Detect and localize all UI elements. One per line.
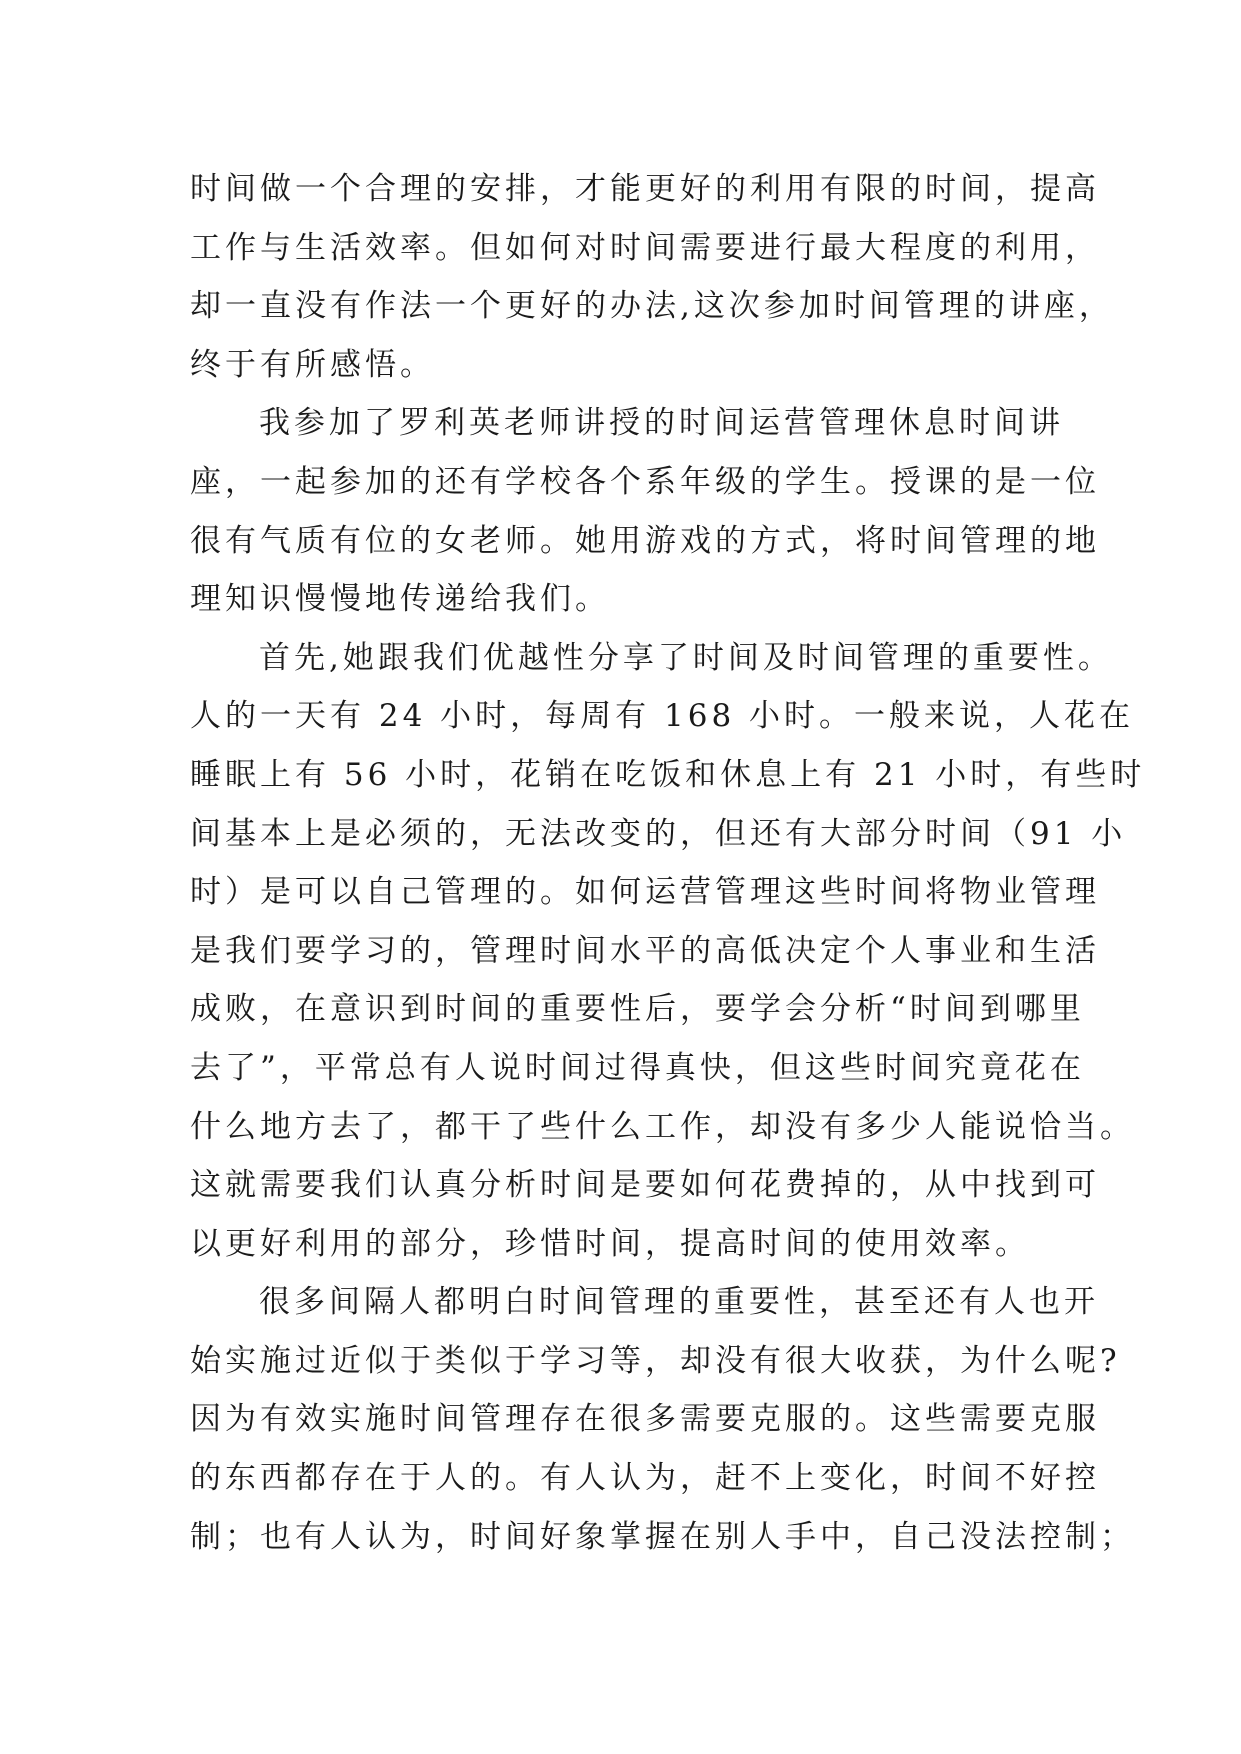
text-line: 始实施过近似于类似于学习等，却没有很大收获，为什么呢? (190, 1342, 1121, 1379)
paragraph-first-line: 首先,她跟我们优越性分享了时间及时间管理的重要性。 (259, 639, 1113, 676)
text-line: 睡眠上有 56 小时，花销在吃饭和休息上有 21 小时，有些时 (190, 756, 1146, 793)
text-line: 终于有所感悟。 (190, 346, 435, 383)
text-line: 时）是可以自己管理的。如何运营管理这些时间将物业管理 (190, 874, 1100, 911)
text-line: 间基本上是必须的，无法改变的，但还有大部分时间（91 小 (190, 815, 1127, 852)
text-line: 制；也有人认为，时间好象掌握在别人手中，自己没法控制； (190, 1518, 1135, 1555)
text-line: 工作与生活效率。但如何对时间需要进行最大程度的利用， (190, 229, 1100, 266)
text-line: 却一直没有作法一个更好的办法,这次参加时间管理的讲座， (190, 288, 1114, 325)
paragraph-first-line: 很多间隔人都明白时间管理的重要性，甚至还有人也开 (259, 1284, 1099, 1321)
text-line: 座，一起参加的还有学校各个系年级的学生。授课的是一位 (190, 463, 1100, 500)
text-line: 的东西都存在于人的。有人认为，赶不上变化，时间不好控 (190, 1460, 1100, 1497)
text-line: 人的一天有 24 小时，每周有 168 小时。一般来说，人花在 (190, 698, 1135, 735)
paragraph-first-line: 我参加了罗利英老师讲授的时间运营管理休息时间讲 (259, 405, 1064, 442)
body-text (190, 160, 1146, 1566)
text-line: 时间做一个合理的安排，才能更好的利用有限的时间，提高 (190, 171, 1100, 207)
text-line: 很有气质有位的女老师。她用游戏的方式，将时间管理的地 (190, 522, 1100, 559)
text-line: 理知识慢慢地传递给我们。 (190, 581, 610, 618)
text-line: 什么地方去了，都干了些什么工作，却没有多少人能说恰当。 (190, 1108, 1135, 1145)
text-line: 因为有效实施时间管理存在很多需要克服的。这些需要克服 (190, 1401, 1100, 1438)
text-line: 以更好利用的部分，珍惜时间，提高时间的使用效率。 (190, 1225, 1030, 1262)
text-line: 成败，在意识到时间的重要性后，要学会分析“时间到哪里 (190, 991, 1085, 1028)
text-line: 是我们要学习的，管理时间水平的高低决定个人事业和生活 (190, 932, 1100, 969)
text-line: 去了”，平常总有人说时间过得真快，但这些时间究竟花在 (190, 1049, 1085, 1086)
text-line: 这就需要我们认真分析时间是要如何花费掉的，从中找到可 (190, 1167, 1100, 1204)
